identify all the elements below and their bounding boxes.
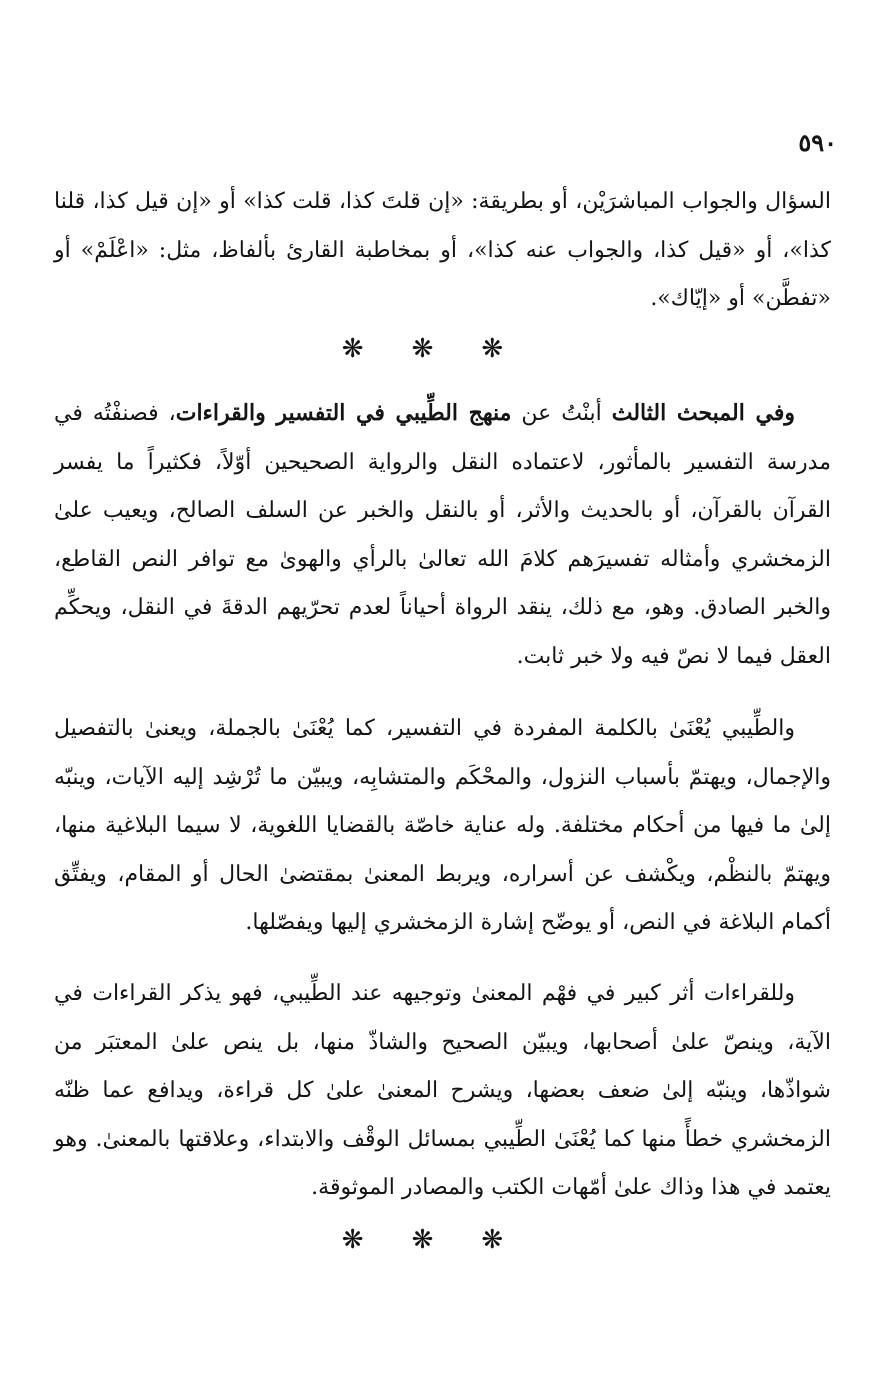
- section-heading-inline: وفي المبحث الثالث: [611, 400, 795, 426]
- paragraph-text: السؤال والجواب المباشرَيْن، أو بطريقة: «إن قلتَ كذا، قلت كذا» أو «إن قيل كذا، قلنا كذا»، أو «قيل كذا، والجواب عنه كذا»، أو بمخاطبة القارئ بألفاظ، مثل: «اعْلَمْ» أو «تفطَّن» أو «إيّاك».: [54, 189, 832, 311]
- section-separator: [0, 334, 865, 364]
- asterism-glyph: ❋: [481, 334, 504, 364]
- topic-heading-inline: منهج الطِّيبي في التفسير والقراءات: [175, 400, 512, 426]
- asterism-glyph: ❋: [341, 334, 364, 364]
- paragraph-qiraat: [54, 970, 831, 1213]
- paragraph-body: ، فصنفْتُه في مدرسة التفسير بالمأثور، لاعتماده النقل والرواية الصحيحين أوّلاً، فكثيراً ما يفسر القرآن بالقرآن، أو بالحديث والأثر، أو بالنقل والخبر عن السلف الصالح، ويعيب علىٰ الزمخشري وأمثاله تفسيرَهم كلامَ الله تعالىٰ بالرأي والهوىٰ مع توافر النص القاطع، والخبر الصادق. وهو، مع ذلك، ينقد الرواة أحياناً لعدم تحرّيهم الدقةَ في النقل، ويحكِّم العقل فيما لا نصّ فيه ولا خبر ثابت.: [54, 401, 831, 669]
- asterism-glyph: ❋: [481, 1225, 504, 1255]
- paragraph-text: وللقراءات أثر كبير في فهْم المعنىٰ وتوجيهه عند الطِّيبي، فهو يذكر القراءات في الآية، وينصّ علىٰ أصحابها، ويبيّن الصحيح والشاذّ منها، بل ينص علىٰ المعتبَر من شواذّها، وينبّه إلىٰ ضعف بعضها، ويشرح المعنىٰ علىٰ كل قراءة، ويدافع عما ظنّه الزمخشري خطأً منها كما يُعْنَىٰ الطِّيبي بمسائل الوقْف والابتداء، وعلاقتها بالمعنىٰ. وهو يعتمد في هذا وذاك علىٰ أمّهات الكتب والمصادر الموثوقة.: [54, 981, 831, 1200]
- paragraph-third-section: [54, 389, 831, 681]
- paragraph-verb: أبنْتُ عن: [511, 401, 612, 426]
- paragraph-text: [54, 389, 831, 681]
- page-number: ٥٩٠: [798, 128, 837, 157]
- paragraph-tafsir-method: [54, 705, 831, 948]
- asterism-glyph: ❋: [341, 1225, 364, 1255]
- section-separator: [0, 1225, 865, 1255]
- asterism-glyph: ❋: [411, 1225, 434, 1255]
- asterism-glyph: ❋: [411, 334, 434, 364]
- paragraph-text: والطِّيبي يُعْنَىٰ بالكلمة المفردة في التفسير، كما يُعْنَىٰ بالجملة، ويعنىٰ بالتفصيل والإجمال، ويهتمّ بأسباب النزول، والمحْكَم والمتشابِه، ويبيّن ما تُرْشِد إليه الآيات، وينبّه إلىٰ ما فيها من أحكام مختلفة. وله عناية خاصّة بالقضايا اللغوية، لا سيما البلاغية منها، ويهتمّ بالنظْم، ويكْشف عن أسراره، ويربط المعنىٰ بمقتضىٰ الحال أو المقام، ويفتِّق أكمام البلاغة في النص، أو يوضّح إشارة الزمخشري إليها ويفصّلها.: [54, 716, 831, 935]
- paragraph-continuation: [54, 178, 831, 324]
